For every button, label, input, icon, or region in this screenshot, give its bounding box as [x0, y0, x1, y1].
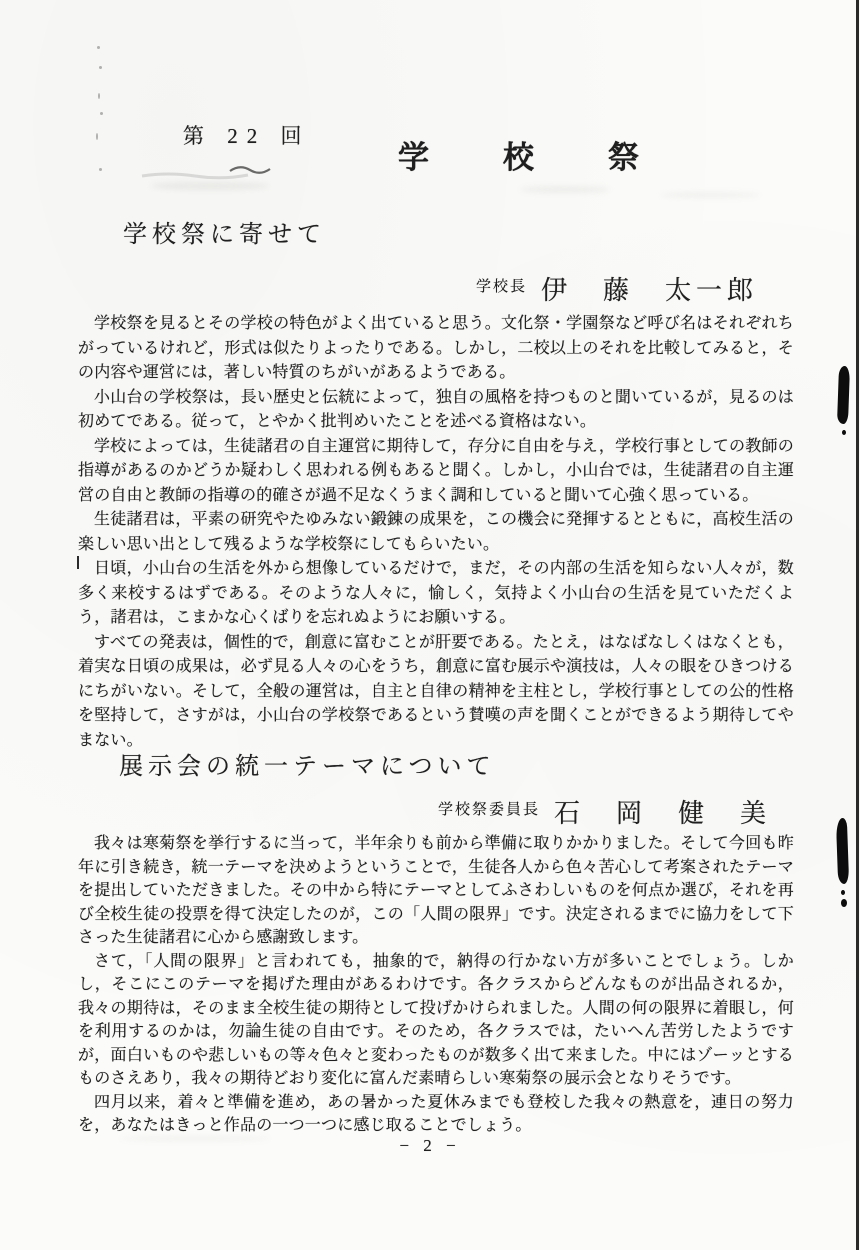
scan-smudge	[660, 192, 760, 198]
scan-smudge	[150, 182, 270, 190]
scribble-mark-faint	[140, 170, 250, 180]
author-name: 伊 藤 太一郎	[541, 276, 759, 305]
byline-committee-chair	[438, 793, 771, 830]
paragraph: さて，「人間の限界」と言われても，抽象的で，納得の行かない方が多いことでしょう。しかし，そこにこのテーマを掲げた理由があるわけです。各クラスからどんなものが出品されるか，我々の期待は，そのまま全校生徒の期待として投げかけられました。人間の何の限界に着眼し，何を利用するのかは，勿論生徒の自由です。そのため，各クラスでは，たいへん苦労したようですが，面白いものや悲しいもの等々色々と変わったものが数多く出て来ました。中にはゾーッとするものさえあり，我々の期待どおり変化に富んだ素晴らしい寒菊祭の展示会となりそうです。	[78, 952, 794, 1087]
paragraph: 生徒諸君は，平素の研究やたゆみない鍛錬の成果を，この機会に発揮するとともに，高校生活の楽しい思い出として残るような学校祭にしてもらいたい。	[78, 511, 794, 553]
scan-speck	[99, 66, 102, 69]
section-heading-greeting: 学校祭に寄せて	[123, 222, 326, 248]
paragraph: 四月以来，着々と準備を進め，あの暑かった夏休みまでも登校した我々の熱意を，連日の努力を，あなたはきっと作品の一つ一つに感じ取ることでしょう。	[78, 1093, 794, 1134]
section-body-theme	[78, 832, 794, 1138]
scan-speck	[100, 112, 103, 115]
paragraph: 日頃，小山台の生活を外から想像しているだけで，まだ，その内部の生活を知らない人々が，数多く来校するはずである。そのような人々に，愉しく，気持よく小山台の生活を見ていただくよう，諸君は，こまかな心くばりを忘れぬようにお願いする。	[78, 560, 794, 626]
author-name: 石 岡 健 美	[554, 799, 772, 828]
paragraph: すべての発表は，個性的で，創意に富むことが肝要である。たとえ，はなばなしくはなくとも，着実な日頃の成果は，必ず見る人々の心をうち，創意に富む展示や演技は，人々の眼をひきつけるにちがいない。そして，全般の運営は，自主と自律の精神を主柱とし，学校行事としての公的性格を堅持して，さすがは，小山台の学校祭であるという賛嘆の声を聞くことができるよう期待してやまない。	[78, 633, 794, 749]
binding-ink-blob	[837, 818, 848, 907]
margin-tick-mark	[77, 556, 79, 569]
section-body-greeting	[78, 312, 794, 753]
byline-principal	[476, 270, 758, 307]
page-title: 学 校 祭	[398, 140, 643, 175]
scan-edge-line	[856, 0, 859, 1250]
scan-speck	[98, 93, 100, 99]
scan-speck	[99, 168, 102, 171]
binding-ink-blob	[838, 366, 849, 435]
issue-label: 第 22 回	[183, 124, 311, 148]
author-role: 学校祭委員長	[438, 802, 541, 818]
paragraph: 学校祭を見るとその学校の特色がよく出ていると思う。文化祭・学園祭など呼び名はそれぞれちがっているけれど，形式は似たりよったりである。しかし，二校以上のそれを比較してみると，その内容や運営には，著しい特質のちがいがあるようである。	[78, 315, 794, 381]
paragraph: 小山台の学校祭は，長い歴史と伝統によって，独自の風格を持つものと聞いているが，見るのは初めてである。従って，とやかく批判めいたことを述べる資格はない。	[78, 388, 794, 430]
page-number: − 2 −	[399, 1136, 461, 1155]
author-role: 学校長	[476, 279, 528, 295]
scan-smudge	[120, 1136, 270, 1141]
scan-smudge	[520, 186, 610, 193]
paragraph: 我々は寒菊祭を挙行するに当って，半年余りも前から準備に取りかかりました。そして今回も昨年に引き続き，統一テーマを決めようということで，生徒各人から色々苦心して考案されたテーマを提出していただきました。その中から特にテーマとしてふさわしいものを何点か選び，それを再び全校生徒の投票を得て決定したのが，この「人間の限界」です。決定されるまでに協力をして下さった生徒諸君に心から感謝致します。	[78, 835, 794, 946]
scan-speck	[97, 46, 100, 49]
section-heading-theme: 展示会の統一テーマについて	[119, 754, 496, 780]
paragraph: 学校によっては，生徒諸君の自主運営に期待して，存分に自由を与え，学校行事としての教師の指導があるのかどうか疑わしく思われる例もあると聞く。しかし，小山台では，生徒諸君の自主運営の自由と教師の指導の的確さが過不足なくうまく調和していると聞いて心強く思っている。	[78, 437, 794, 504]
scan-speck	[96, 133, 98, 140]
